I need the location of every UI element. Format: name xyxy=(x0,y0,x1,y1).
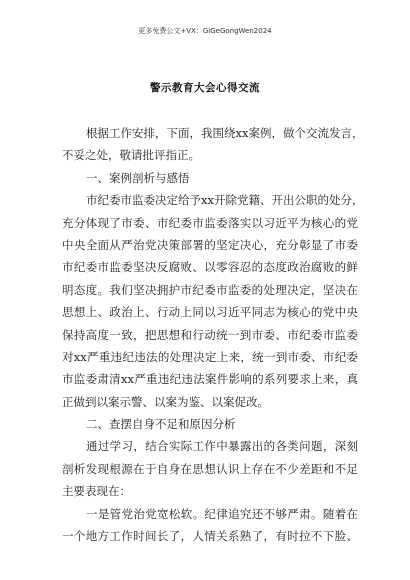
section-heading: 一、案例剖析与感悟 xyxy=(86,170,190,185)
paragraph-line: 市纪委市监委坚决反腐败、以零容忍的态度政治腐败的鲜 xyxy=(62,260,358,275)
paragraph-line: 思想上、政治上、行动上同以习近平同志为核心的党中央 xyxy=(62,305,358,320)
paragraph-line: 主要表现在： xyxy=(62,484,131,499)
document-body xyxy=(62,122,364,547)
paragraph-line: 中央全面从严治党决策部署的坚定决心，充分彰显了市委 xyxy=(62,237,358,252)
paragraph-line: 根据工作安排，下面，我围绕xx案例，做个交流发言， xyxy=(86,126,364,140)
paragraph-line: 通过学习，结合实际工作中暴露出的各类问题，深刻 xyxy=(86,439,358,454)
paragraph-line: 保持高度一致，把思想和行动统一到市委、市纪委市监委 xyxy=(62,327,358,342)
paragraph-line: 充分体现了市委、市纪委市监委落实以习近平为核心的党 xyxy=(62,215,358,230)
paragraph-line: 一是管党治党宽松软。纪律追究还不够严肃。随着在 xyxy=(86,506,358,521)
paragraph-line: 不妥之处，敬请批评指正。 xyxy=(62,148,200,163)
paragraph-line: 正做到以案示警、以案为鉴、以案促改。 xyxy=(62,394,269,409)
paragraph-line: 一个地方工作时间长了，人情关系熟了，有时拉不下脸、 xyxy=(62,529,358,544)
paragraph-line: 明态度。我们坚决拥护市纪委市监委的处理决定，坚决在 xyxy=(62,282,358,297)
paragraph-line: 市监委肃清xx严重违纪违法案件影响的系列要求上来，真 xyxy=(62,372,358,387)
paragraph-line: 市纪委市监委决定给予xx开除党籍、开出公职的处分， xyxy=(86,193,364,208)
paragraph-line: 对xx严重违纪违法的处理决定上来，统一到市委、市纪委 xyxy=(62,349,358,364)
header-note: 更多免费公文+VX：GiGeGongWen2024 xyxy=(138,27,272,35)
paragraph-line: 剖析发现根源在于自身在思想认识上存在不少差距和不足 xyxy=(62,461,358,476)
document-title: 警示教育大会心得交流 xyxy=(150,82,260,94)
section-heading: 二、查摆自身不足和原因分析 xyxy=(86,417,236,432)
